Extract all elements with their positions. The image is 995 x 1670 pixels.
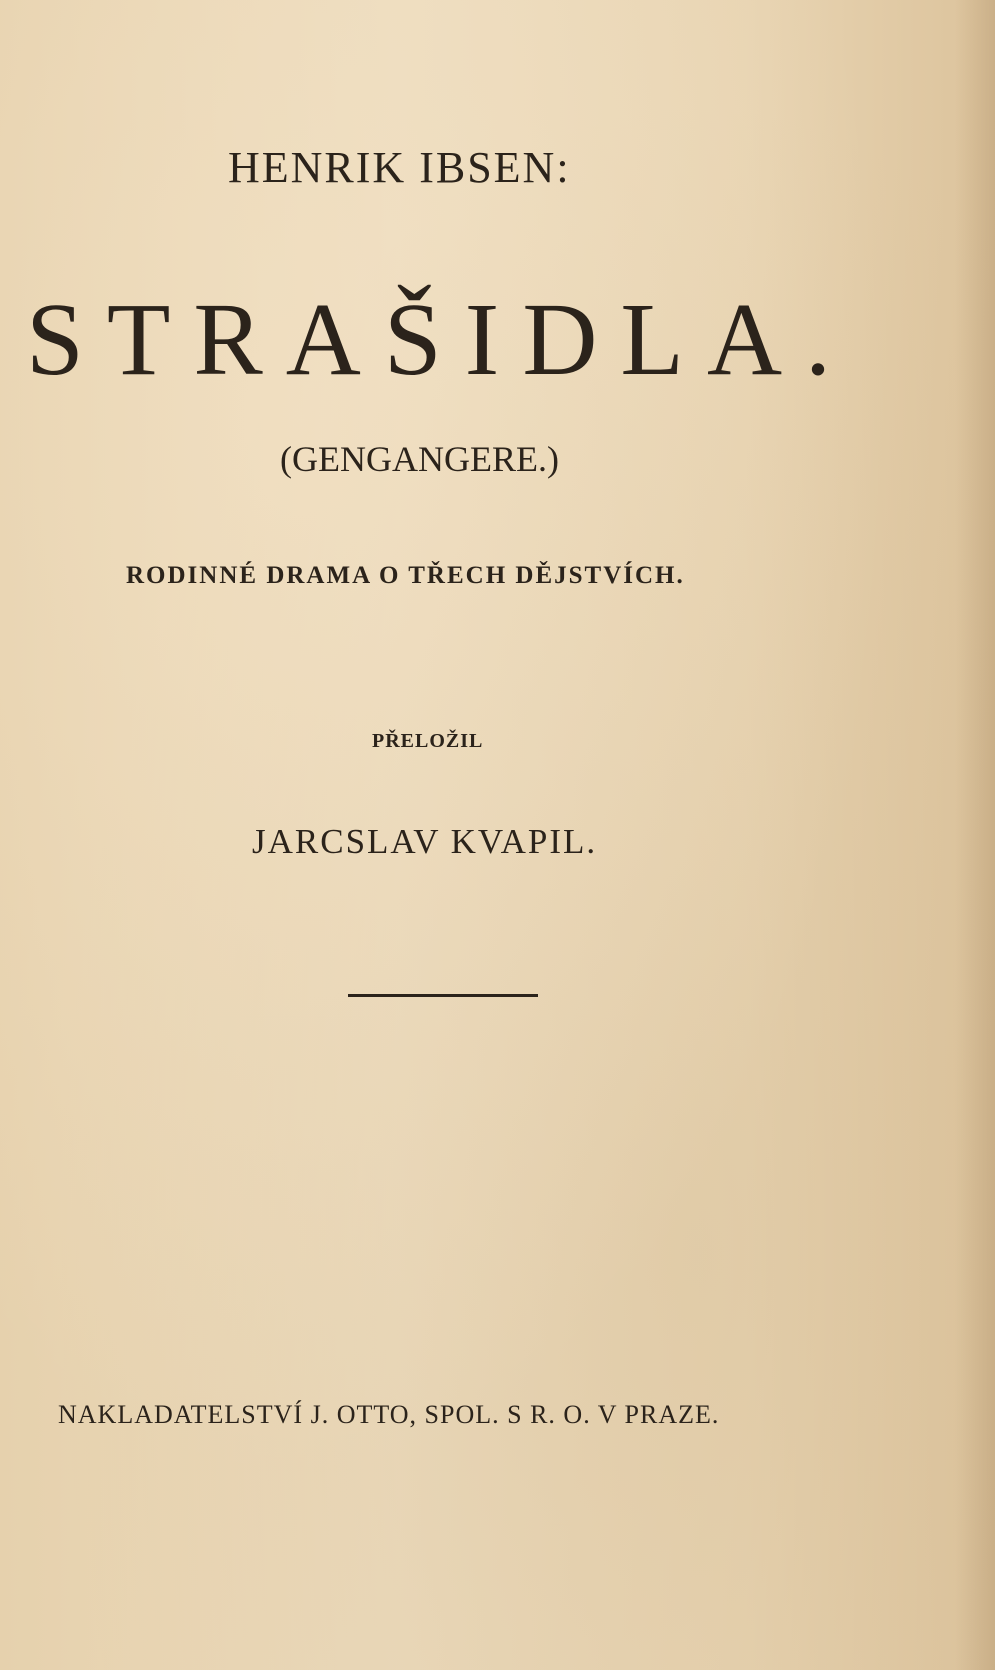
- genre-subtitle: RODINNÉ DRAMA O TŘECH DĚJSTVÍCH.: [126, 562, 685, 589]
- translator-name: JARCSLAV KVAPIL.: [252, 822, 598, 861]
- book-title: STRAŠIDLA.: [26, 282, 855, 397]
- page-edge-shadow: [955, 0, 995, 1670]
- publisher-imprint: NAKLADATELSTVÍ J. OTTO, SPOL. S R. O. V PRAZE.: [58, 1400, 720, 1429]
- original-title: (GENGANGERE.): [280, 439, 559, 479]
- decorative-rule: [348, 994, 538, 997]
- author-name: HENRIK IBSEN:: [228, 143, 571, 192]
- translated-by-label: PŘELOŽIL: [372, 730, 484, 752]
